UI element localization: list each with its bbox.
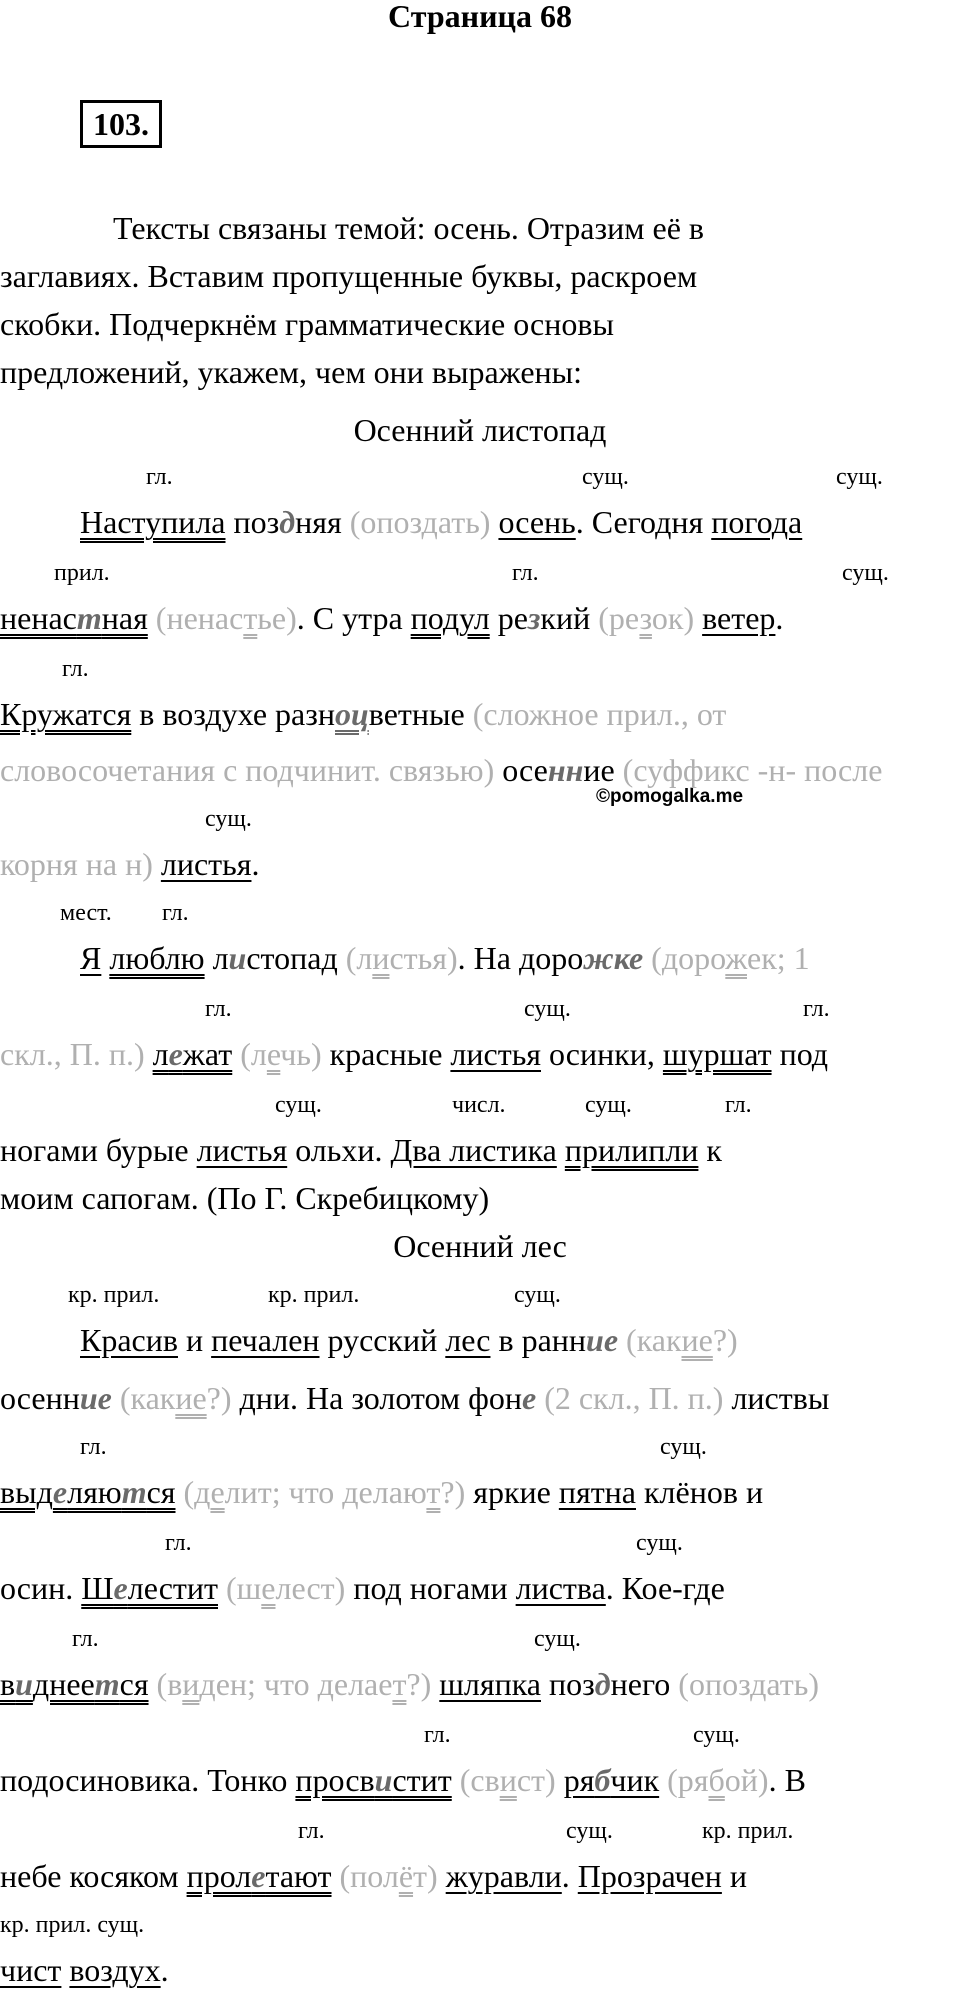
text2-line-8: чист воздух. (0, 1952, 169, 1988)
text2-line-1: Красив и печален русский лес в ранние (какие?) (80, 1322, 738, 1358)
text2-title: Осенний лес (393, 1228, 567, 1264)
annotation: гл. (298, 1818, 325, 1844)
text1-line-5: корня на н) листья. (0, 846, 260, 882)
annotation: сущ. (205, 806, 252, 832)
annotation: гл. (803, 996, 830, 1022)
text1-line-1: Наступила поздняя (опоздать) осень. Сегодня погода (80, 504, 803, 540)
text1-line-7: скл., П. п.) лежат (лечь) красные листья осинки, шуршат под (0, 1036, 829, 1072)
annotation: сущ. (275, 1092, 322, 1118)
text1-line-3: Кружатся в воздухе разноцветные (сложное прил., от (0, 696, 727, 732)
annotation: сущ. (693, 1722, 740, 1748)
annotation: мест. (60, 900, 112, 926)
annotation: сущ. (566, 1818, 613, 1844)
text2-line-2: осенние (какие?) дни. На золотом фоне (2 скл., П. п.) листвы (0, 1380, 830, 1416)
annotation: кр. прил. сущ. (0, 1912, 145, 1938)
intro-line-3: скобки. Подчеркнём грамматические основы (0, 306, 614, 342)
annotation: кр. прил. (68, 1282, 160, 1308)
annotation: гл. (146, 464, 173, 490)
annotation: кр. прил. (268, 1282, 360, 1308)
annotation: гл. (205, 996, 232, 1022)
text1-line-6: Я люблю листопад (листья). На дорожке (дорожек; 1 (80, 940, 810, 976)
annotation: гл. (165, 1530, 192, 1556)
text2-line-7: небе косяком пролетают (полёт) журавли. Прозрачен и (0, 1858, 747, 1894)
annotation: сущ. (582, 464, 629, 490)
annotation: гл. (62, 656, 89, 682)
annotation: гл. (162, 900, 189, 926)
annotation: сущ. (534, 1626, 581, 1652)
intro-line-4: предложений, укажем, чем они выражены: (0, 354, 583, 390)
text1-line-8: ногами бурые листья ольхи. Два листика прилипли к (0, 1132, 722, 1168)
watermark: ©pomogalka.me (596, 786, 744, 807)
text2-line-6: подосиновика. Тонко просвистит (свист) рябчик (рябой). В (0, 1762, 806, 1798)
annotation: гл. (72, 1626, 99, 1652)
page-title: Страница 68 (388, 0, 572, 34)
annotation: сущ. (842, 560, 889, 586)
intro-line-2: заглавиях. Вставим пропущенные буквы, раскроем (0, 258, 698, 294)
annotation: гл. (80, 1434, 107, 1460)
text1-line-2: ненастная (ненастье). С утра подул резкий (резок) ветер. (0, 600, 784, 636)
exercise-number: 103. (80, 100, 162, 148)
annotation: сущ. (514, 1282, 561, 1308)
intro-line-1: Тексты связаны темой: осень. Отразим её в (113, 210, 705, 246)
annotation: кр. прил. (702, 1818, 794, 1844)
text1-line-4: словосочетания с подчинит. связью) осенние (суффикс -н- после (0, 752, 883, 788)
text2-line-5: виднеется (виден; что делает?) шляпка позднего (опоздать) (0, 1666, 820, 1702)
annotation: сущ. (660, 1434, 707, 1460)
annotation: сущ. (836, 464, 883, 490)
annotation: гл. (725, 1092, 752, 1118)
annotation: числ. (452, 1092, 506, 1118)
annotation: сущ. (524, 996, 571, 1022)
text2-line-3: выделяются (делит; что делают?) яркие пятна клёнов и (0, 1474, 764, 1510)
text1-title: Осенний листопад (353, 412, 607, 448)
annotation: сущ. (636, 1530, 683, 1556)
annotation: прил. (54, 560, 110, 586)
text2-line-4: осин. Шелестит (шелест) под ногами листва. Кое-где (0, 1570, 725, 1606)
annotation: гл. (424, 1722, 451, 1748)
annotation: сущ. (585, 1092, 632, 1118)
text1-line-9: моим сапогам. (По Г. Скребицкому) (0, 1180, 490, 1216)
annotation: гл. (512, 560, 539, 586)
